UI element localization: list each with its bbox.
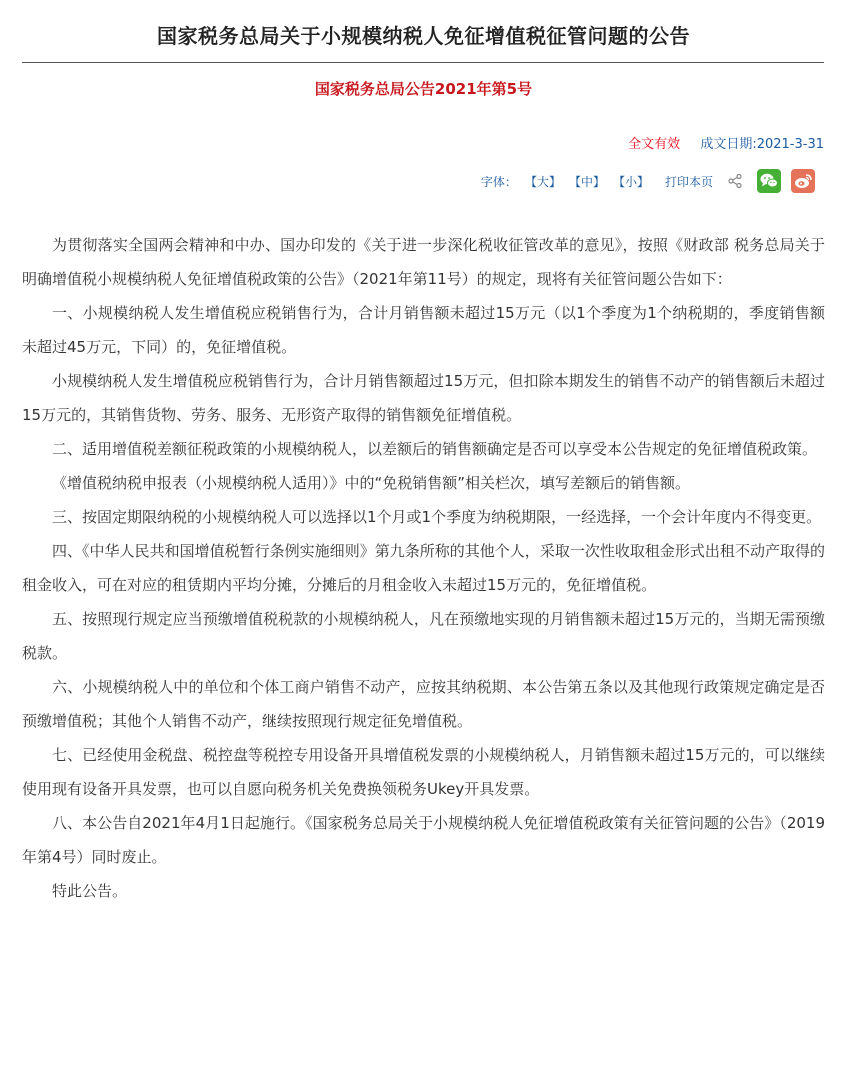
wechat-icon [759, 172, 779, 190]
paragraph-article-8: 八、本公告自2021年4月1日起施行。《国家税务总局关于小规模纳税人免征增值税政策有关征管问题的公告》（2019年第4号）同时废止。 [22, 814, 825, 866]
wechat-share-button[interactable] [757, 169, 781, 193]
share-icon[interactable] [727, 173, 743, 189]
paragraph-intro: 为贯彻落实全国两会精神和中办、国办印发的《关于进一步深化税收征管改革的意见》，按照《财政部 税务总局关于明确增值税小规模纳税人免征增值税政策的公告》（2021年第11号）的规定，现将有关征管问题公告如下： [22, 236, 825, 288]
paragraph-closing: 特此公告。 [52, 882, 128, 900]
print-button[interactable]: 打印本页 [664, 174, 713, 189]
font-size-medium-button[interactable]: 【中】 [568, 174, 605, 189]
paragraph-article-4: 四、《中华人民共和国增值税暂行条例实施细则》第九条所称的其他个人，采取一次性收取租金形式出租不动产取得的租金收入，可在对应的租赁期内平均分摊，分摊后的月租金收入未超过15万元的，免征增值税。 [22, 542, 825, 594]
font-size-large-button[interactable]: 【大】 [524, 174, 561, 189]
weibo-share-button[interactable] [791, 169, 815, 193]
font-size-small-button[interactable]: 【小】 [612, 174, 649, 189]
weibo-icon [793, 172, 813, 190]
validity-status: 全文有效 [628, 137, 681, 152]
paragraph-article-6: 六、小规模纳税人中的单位和个体工商户销售不动产，应按其纳税期、本公告第五条以及其他现行政策规定确定是否预缴增值税；其他个人销售不动产，继续按照现行规定征免增值税。 [22, 678, 825, 730]
issue-date: 成文日期:2021-3-31 [700, 137, 824, 152]
paragraph-article-1-supplement: 小规模纳税人发生增值税应税销售行为，合计月销售额超过15万元，但扣除本期发生的销售不动产的销售额后未超过15万元的，其销售货物、劳务、服务、无形资产取得的销售额免征增值税。 [22, 372, 825, 424]
title-divider [22, 62, 824, 63]
paragraph-article-1: 一、小规模纳税人发生增值税应税销售行为，合计月销售额未超过15万元（以1个季度为1个纳税期的，季度销售额未超过45万元，下同）的，免征增值税。 [22, 304, 825, 356]
document-number: 国家税务总局公告2021年第5号 [314, 80, 533, 98]
paragraph-article-2: 二、适用增值税差额征税政策的小规模纳税人，以差额后的销售额确定是否可以享受本公告规定的免征增值税政策。 [52, 440, 818, 458]
font-size-label: 字体： [480, 174, 517, 189]
page-title: 国家税务总局关于小规模纳税人免征增值税征管问题的公告 [157, 24, 690, 48]
document-meta [628, 135, 824, 155]
paragraph-article-7: 七、已经使用金税盘、税控盘等税控专用设备开具增值税发票的小规模纳税人，月销售额未超过15万元的，可以继续使用现有设备开具发票，也可以自愿向税务机关免费换领税务Ukey开具发票。 [22, 746, 825, 798]
tool-bar [481, 166, 815, 196]
paragraph-article-2-supplement: 《增值税纳税申报表（小规模纳税人适用）》中的“免税销售额”相关栏次，填写差额后的销售额。 [52, 474, 691, 492]
paragraph-article-5: 五、按照现行规定应当预缴增值税税款的小规模纳税人，凡在预缴地实现的月销售额未超过15万元的，当期无需预缴税款。 [22, 610, 825, 662]
document-body [22, 228, 825, 908]
paragraph-article-3: 三、按固定期限纳税的小规模纳税人可以选择以1个月或1个季度为纳税期限，一经选择，一个会计年度内不得变更。 [52, 508, 822, 526]
